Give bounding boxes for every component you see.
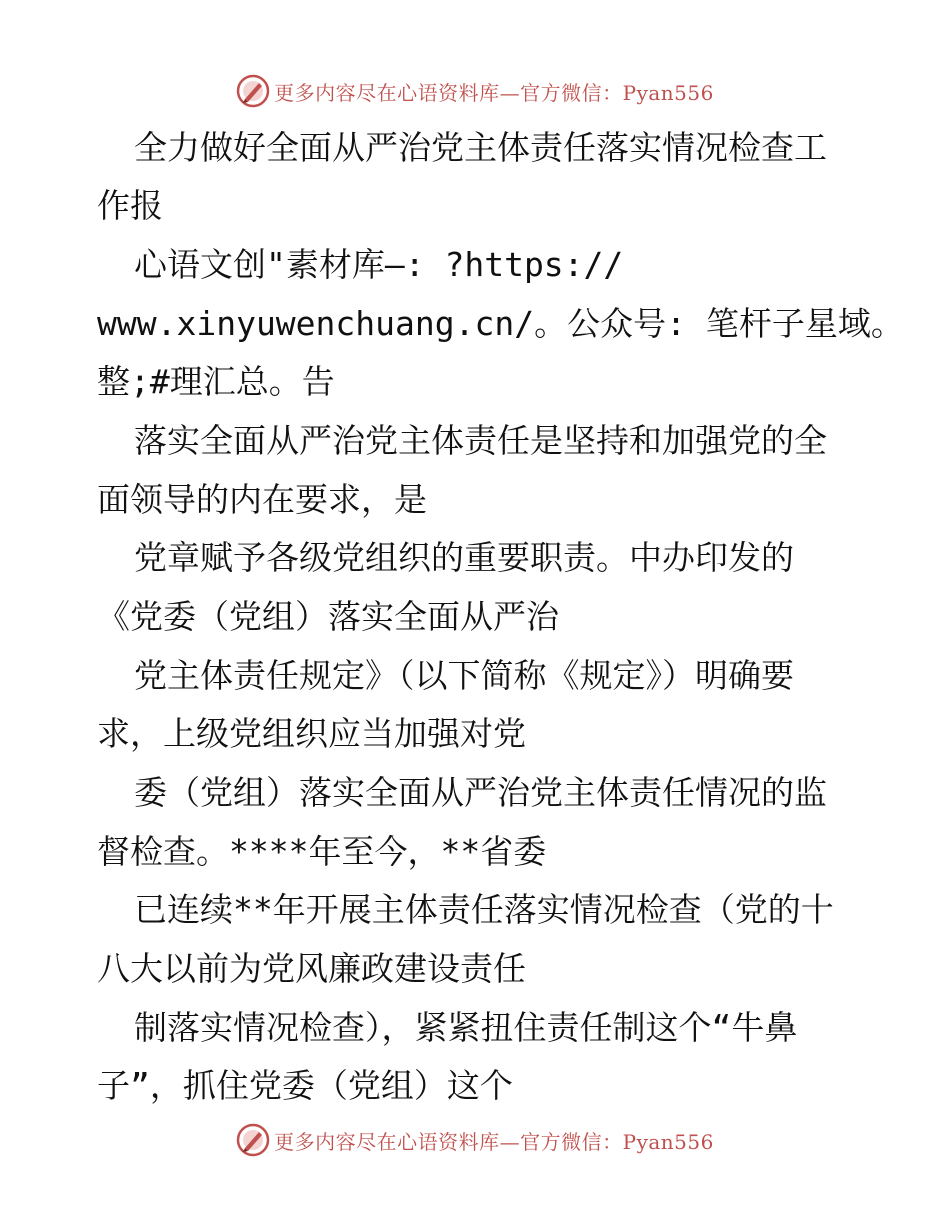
doc-line: 督检查。****年至今，**省委	[97, 832, 547, 871]
doc-line: 党主体责任规定》（以下简称《规定》）明确要	[134, 656, 794, 695]
pen-logo-icon	[236, 74, 270, 108]
doc-line: 八大以前为党风廉政建设责任	[97, 949, 526, 988]
doc-line: 子”，抓住党委（党组）这个	[97, 1066, 513, 1105]
doc-line: 已连续**年开展主体责任落实情况检查（党的十	[134, 890, 834, 929]
doc-line: 整;#理汇总。告	[97, 362, 335, 401]
doc-line: www.xinyuwenchuang.cn/。公众号: 笔杆子星域。	[97, 304, 904, 343]
doc-line: 作报	[97, 186, 163, 225]
doc-line: 求，上级党组织应当加强对党	[97, 714, 526, 753]
header-banner-text: 更多内容尽在心语资料库—官方微信：Pyan556	[274, 80, 714, 105]
header-banner	[0, 73, 950, 109]
doc-line: 《党委（党组）落实全面从严治	[97, 597, 559, 636]
doc-line: 落实全面从严治党主体责任是坚持和加强党的全	[134, 421, 827, 460]
footer-banner-text: 更多内容尽在心语资料库—官方微信：Pyan556	[274, 1129, 714, 1154]
doc-line: 制落实情况检查），紧紧扭住责任制这个“牛鼻	[134, 1008, 798, 1047]
doc-line: 全力做好全面从严治党主体责任落实情况检查工	[134, 128, 827, 167]
footer-banner	[0, 1122, 950, 1158]
doc-line: 委（党组）落实全面从严治党主体责任情况的监	[134, 773, 827, 812]
pen-logo-icon	[236, 1123, 270, 1157]
doc-line: 党章赋予各级党组织的重要职责。中办印发的	[134, 538, 794, 577]
doc-line: 心语文创"素材库—: ?https://	[134, 245, 624, 284]
doc-line: 面领导的内在要求，是	[97, 480, 427, 519]
